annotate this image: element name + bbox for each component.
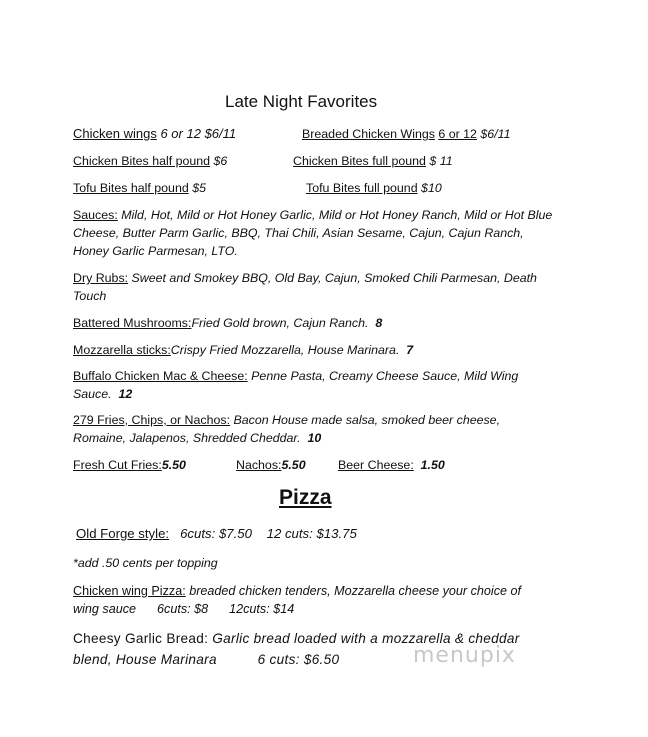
breaded-wings-price: $6/11 <box>480 127 511 141</box>
beer-cheese-item <box>338 456 445 474</box>
old-forge-item <box>76 525 357 543</box>
wing-pizza-item <box>73 582 548 618</box>
fries-nachos-label: 279 Fries, Chips, or Nachos: <box>73 413 231 427</box>
bites-full-price: $ 11 <box>429 154 453 168</box>
bites-full-label: Chicken Bites full pound <box>293 154 426 168</box>
sauces-item <box>73 206 553 260</box>
nachos-price: 5.50 <box>281 458 306 472</box>
nachos-item <box>236 456 306 474</box>
mozzarella-price: 7 <box>406 343 414 357</box>
wing-pizza-twelve: 12cuts: $14 <box>229 602 295 616</box>
fries-nachos-text: Bacon House made salsa, smoked beer cheese, Romaine, Jalapenos, Shredded Cheddar. <box>73 413 501 445</box>
mozzarella-item <box>73 341 553 359</box>
tofu-half-item <box>73 179 206 197</box>
fresh-fries-item <box>73 456 186 474</box>
tofu-full-price: $10 <box>421 181 442 195</box>
wing-pizza-label: Chicken wing Pizza: <box>73 584 186 598</box>
beer-cheese-price: 1.50 <box>420 458 445 472</box>
tofu-half-price: $5 <box>192 181 206 195</box>
garlic-bread-text: Garlic bread loaded with a mozzarella & cheddar blend, House Marinara <box>73 631 520 667</box>
dry-rubs-item <box>73 269 553 305</box>
garlic-bread-label: Cheesy Garlic Bread: <box>73 631 209 646</box>
fresh-fries-price: 5.50 <box>161 458 186 472</box>
late-night-title: Late Night Favorites <box>225 92 378 111</box>
wing-pizza-text: breaded chicken tenders, Mozzarella cheese your choice of wing sauce <box>73 584 522 616</box>
breaded-wings-item <box>302 125 511 143</box>
fries-nachos-price: 10 <box>307 431 322 445</box>
tofu-full-item <box>306 179 442 197</box>
wings-detail: 6 or 12 <box>160 126 201 141</box>
wings-price: $6/11 <box>204 126 237 141</box>
bites-full-item <box>293 152 453 170</box>
pizza-title: Pizza <box>279 486 332 509</box>
nachos-label: Nachos: <box>236 458 282 472</box>
old-forge-label: Old Forge style: <box>76 526 170 541</box>
mac-price: 12 <box>118 387 133 401</box>
old-forge-twelve: 12 cuts: $13.75 <box>266 526 357 541</box>
fries-nachos-item <box>73 411 513 447</box>
topping-note: *add .50 cents per topping <box>73 556 218 570</box>
bites-half-price: $6 <box>213 154 228 168</box>
wings-label: Chicken wings <box>73 126 157 141</box>
menupix-watermark: menupix <box>413 643 516 668</box>
bites-half-label: Chicken Bites half pound <box>73 154 211 168</box>
breaded-wings-label: Breaded Chicken Wings <box>302 127 435 141</box>
old-forge-six: 6cuts: $7.50 <box>180 526 252 541</box>
mac-text: Penne Pasta, Creamy Cheese Sauce, Mild Wing Sauce. <box>73 369 519 401</box>
wings-item <box>73 125 236 143</box>
mushrooms-text: Fried Gold brown, Cajun Ranch. <box>191 316 369 330</box>
breaded-wings-detail: 6 or 12 <box>438 127 477 141</box>
tofu-full-label: Tofu Bites full pound <box>306 181 418 195</box>
garlic-bread-price: 6 cuts: $6.50 <box>257 652 340 667</box>
dry-rubs-text: Sweet and Smokey BBQ, Old Bay, Cajun, Smoked Chili Parmesan, Death Touch <box>73 271 537 303</box>
mushrooms-item <box>73 314 553 332</box>
bites-half-item <box>73 152 227 170</box>
dry-rubs-label: Dry Rubs: <box>73 271 129 285</box>
mushrooms-label: Battered Mushrooms: <box>73 316 192 330</box>
fresh-fries-label: Fresh Cut Fries: <box>73 458 162 472</box>
mac-item <box>73 367 543 403</box>
mozzarella-label: Mozzarella sticks: <box>73 343 171 357</box>
mozzarella-text: Crispy Fried Mozzarella, House Marinara. <box>170 343 400 357</box>
wing-pizza-six: 6cuts: $8 <box>157 602 209 616</box>
sauces-text: Mild, Hot, Mild or Hot Honey Garlic, Mild or Hot Honey Ranch, Mild or Hot Blue Cheese, Butter Parm Garlic, BBQ, Thai Chili, Asian Sesame, Cajun, Cajun Ranch, Honey Garlic Parmesan, LTO. <box>73 208 553 258</box>
mac-label: Buffalo Chicken Mac & Cheese: <box>73 369 248 383</box>
beer-cheese-label: Beer Cheese: <box>338 458 414 472</box>
tofu-half-label: Tofu Bites half pound <box>73 181 189 195</box>
sauces-label: Sauces: <box>73 208 118 222</box>
mushrooms-price: 8 <box>375 316 383 330</box>
